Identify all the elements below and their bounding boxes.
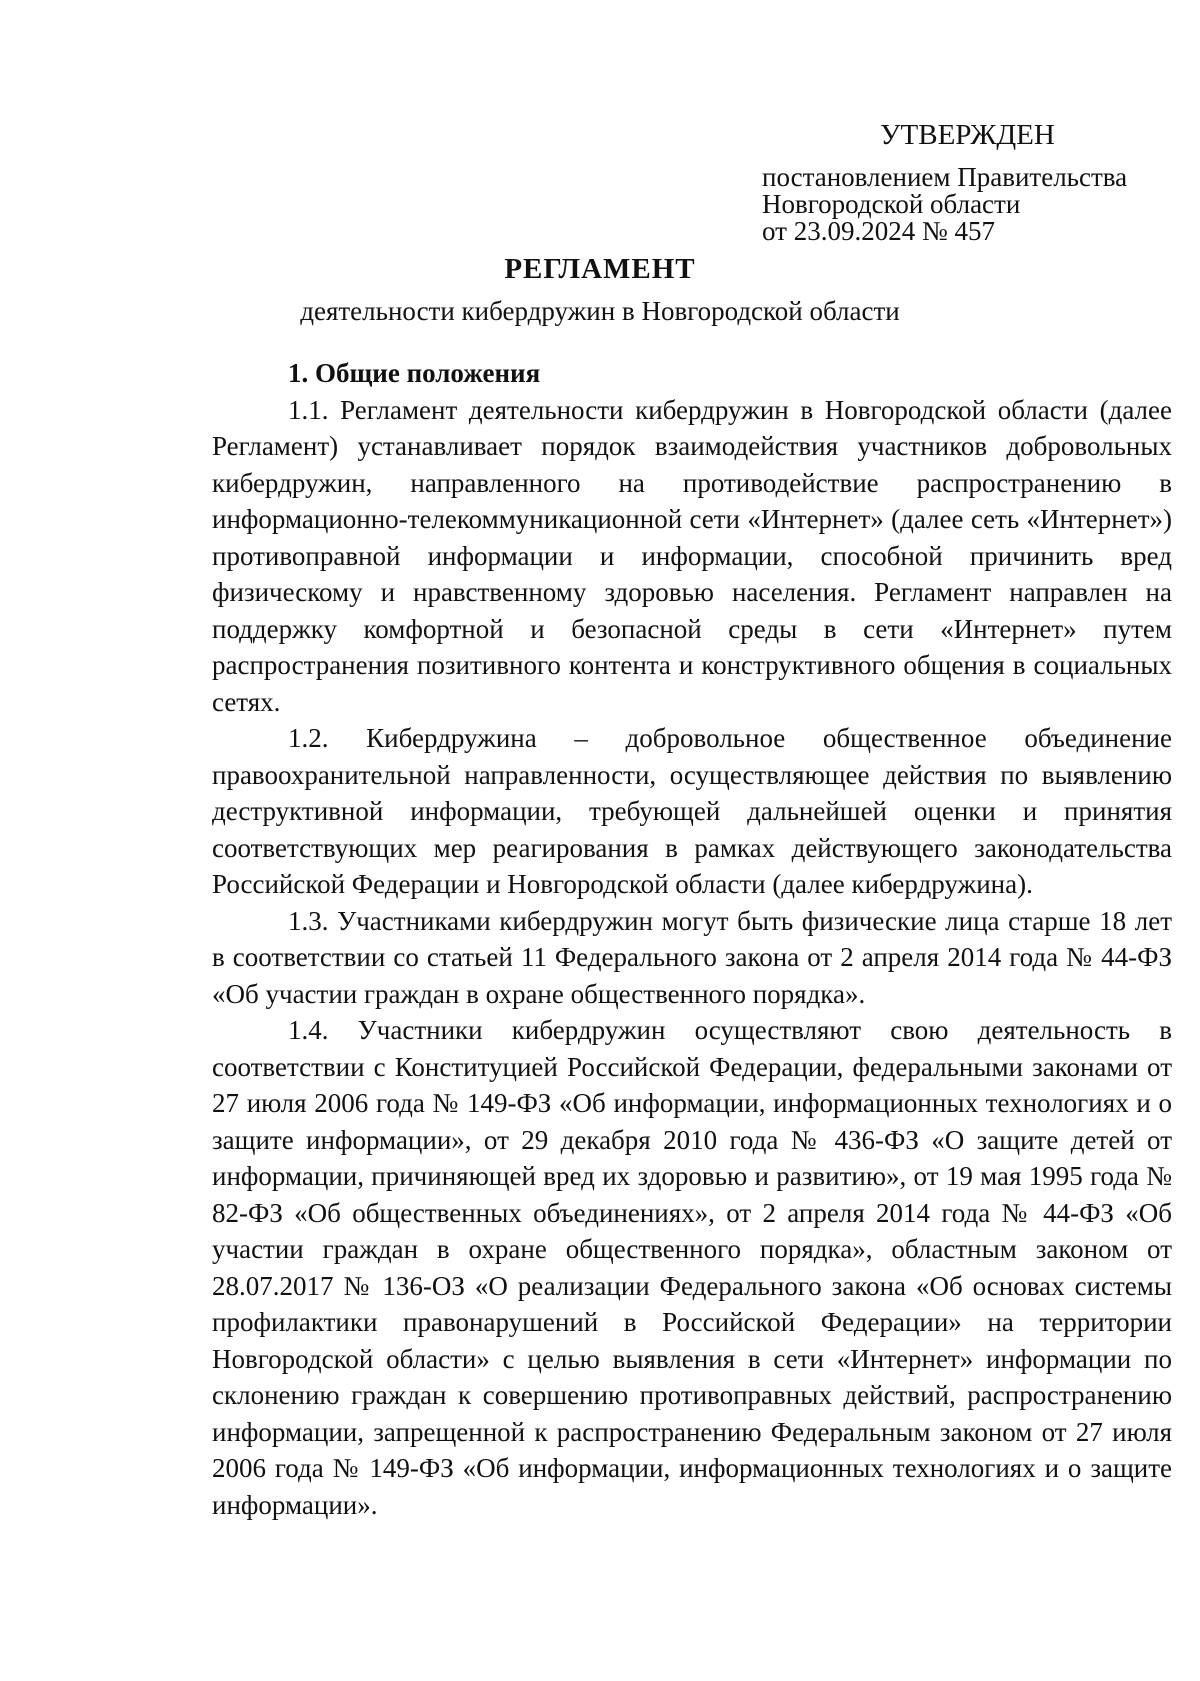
document-title: РЕГЛАМЕНТ [504,253,696,285]
section-heading: 1. Общие положения [288,358,541,388]
approval-stamp-block [762,119,1162,246]
approval-line-1: постановлением Правительства [762,162,1128,192]
paragraph-1-3: 1.3. Участниками кибердружин могут быть физические лица старше 18 лет в соответствии со статьей 11 Федерального закона от 2 апреля 2014 года № 44-ФЗ «Об участии граждан в охране общественного порядка». [212,905,1172,1009]
document-body [212,355,1172,1523]
document-subtitle: деятельности кибердружин в Новгородской области [300,296,900,326]
approved-label: УТВЕРЖДЕН [880,119,1055,151]
paragraph-1-4: 1.4. Участники кибердружин осуществляют свою деятельность в соответствии с Конституцией Российской Федерации, федеральными законами от 27 июля 2006 года № 149-ФЗ «Об информации, информационных технологиях и о защите информации», от 29 декабря 2010 года № 436-ФЗ «О защите детей от информации, причиняющей вред их здоровью и развитию», от 19 мая 1995 года № 82-ФЗ «Об общественных объединениях», от 2 апреля 2014 года № 44-ФЗ «Об участии граждан в охране общественного порядка», областным законом от 28.07.2017 № 136-ОЗ «О реализации Федерального закона «Об основах системы профилактики правонарушений в Российской Федерации» на территории Новгородской области» с целью выявления в сети «Интернет» информации по склонению граждан к совершению противоправных действий, распространению информации, запрещенной к распространению Федеральным законом от 27 июля 2006 года № 149-ФЗ «Об информации, информационных технологиях и о защите информации». [212,1015,1172,1520]
approval-line-2: Новгородской области [762,189,1021,219]
paragraph-1-2: 1.2. Кибердружина – добровольное общественное объединение правоохранительной направленности, осуществляющее действия по выявлению деструктивной информации, требующей дальнейшей оценки и принятия соответствующих мер реагирования в рамках действующего законодательства Российской Федерации и Новгородской области (далее кибердружина). [212,723,1172,899]
paragraph-1-1: 1.1. Регламент деятельности кибердружин в Новгородской области (далее Регламент) устанавливает порядок взаимодействия участников добровольных кибердружин, направленного на противодействие распространению в информационно-телекоммуникационной сети «Интернет» (далее сеть «Интернет») противоправной информации и информации, способной причинить вред физическому и нравственному здоровью населения. Регламент направлен на поддержку комфортной и безопасной среды в сети «Интернет» путем распространения позитивного контента и конструктивного общения в социальных сетях. [212,394,1172,717]
approval-line-3: от 23.09.2024 № 457 [762,216,995,246]
